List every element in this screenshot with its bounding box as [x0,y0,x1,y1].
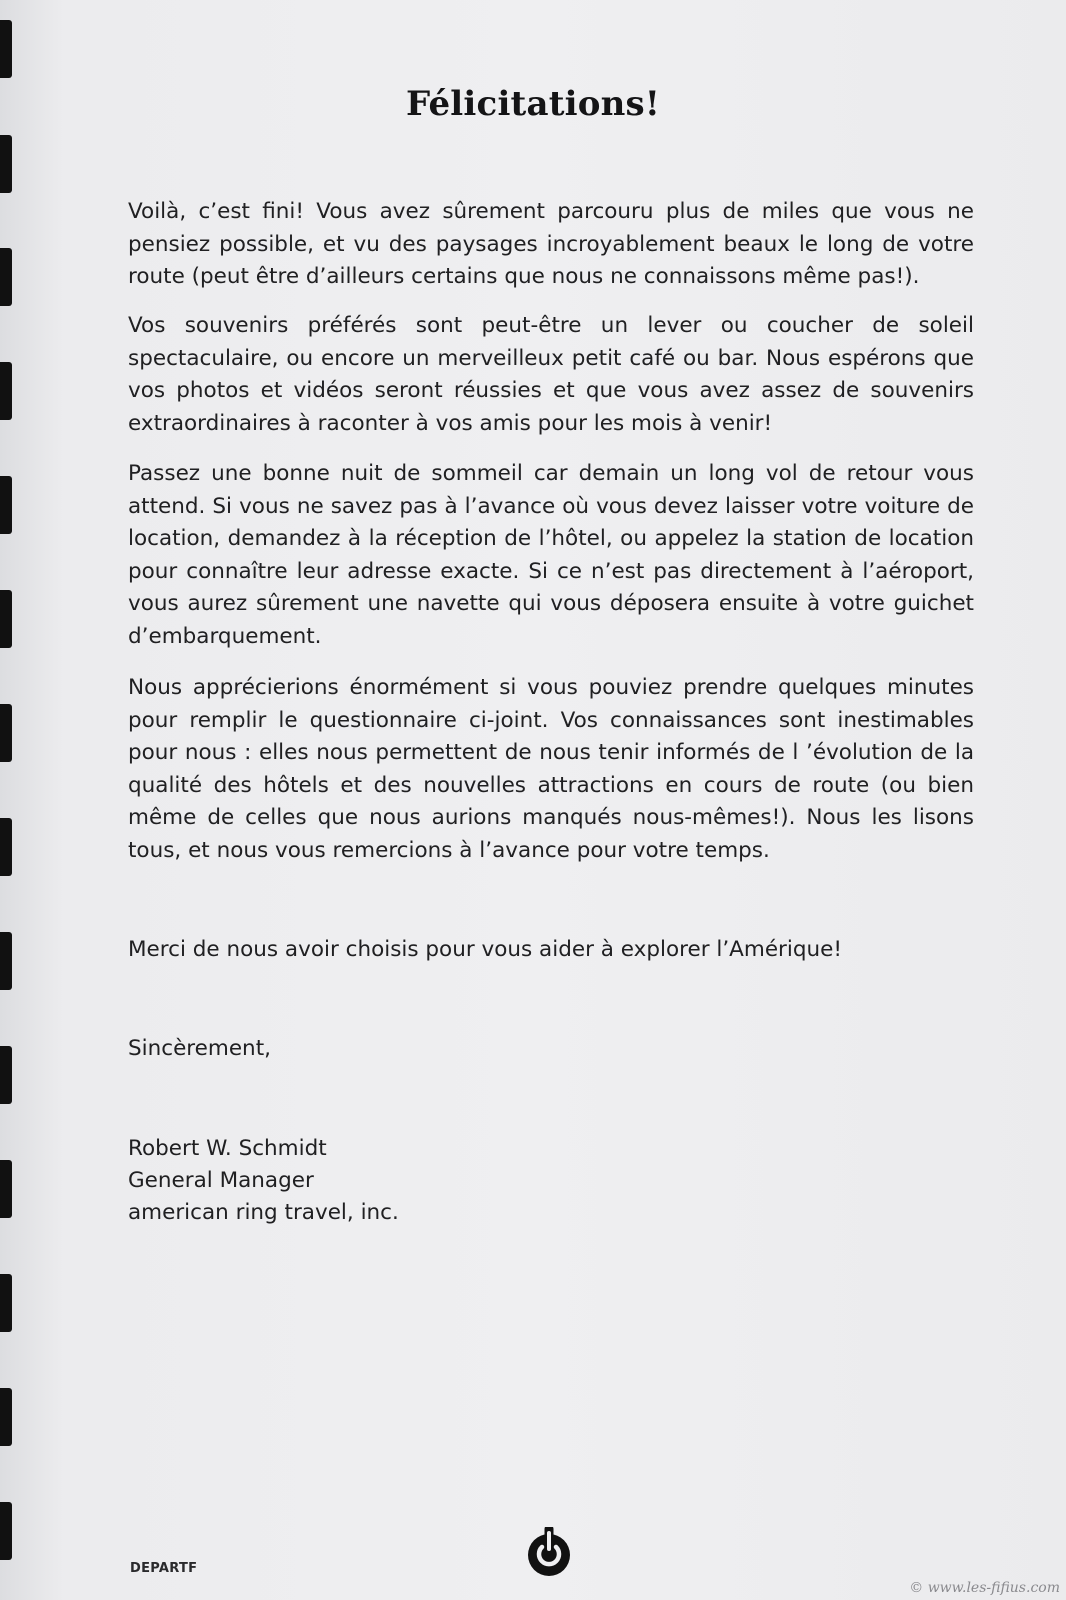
binding-ring [0,1388,12,1446]
page-title: Félicitations! [406,84,660,124]
signature-block [128,1133,399,1229]
binding-ring [0,704,12,762]
signatory-company: american ring travel, inc. [128,1200,399,1225]
binding-ring [0,932,12,990]
paragraph: Vos souvenirs préférés sont peut-être un lever ou coucher de soleil spectaculaire, ou encore un merveilleux petit café ou bar. Nous espérons que vos photos et vidéos seront réussies et que vous avez assez de souvenirs extraordinaires à raconter à vos amis pour les mois à venir! [128,313,974,436]
closing-salutation: Sincèrement, [128,1036,271,1061]
binding-ring [0,1046,12,1104]
footer-label: DEPARTF [130,1561,198,1576]
spiral-binding [0,0,22,1600]
watermark: © www.les-fifius.com [909,1580,1060,1596]
binding-ring [0,20,12,78]
signatory-role: General Manager [128,1168,314,1193]
binding-ring [0,362,12,420]
binding-ring [0,1274,12,1332]
binding-ring [0,1160,12,1218]
binding-ring [0,476,12,534]
binding-ring [0,590,12,648]
thanks-line: Merci de nous avoir choisis pour vous aider à explorer l’Amérique! [128,937,842,962]
paragraph: Passez une bonne nuit de sommeil car demain un long vol de retour vous attend. Si vous ne savez pas à l’avance où vous devez laisser votre voiture de location, demandez à la réception de l’hôtel, ou appelez la station de location pour connaître leur adresse exacte. Si ce n’est pas directement à l’aéroport, vous aurez sûrement une navette qui vous déposera ensuite à votre guichet d’embarquement. [128,461,974,649]
paragraph: Nous apprécierions énormément si vous pouviez prendre quelques minutes pour remplir le questionnaire ci-joint. Vos connaissances sont inestimables pour nous : elles nous permettent de nous tenir informés de l ’évolution de la qualité des hôtels et des nouvelles attractions en cours de route (ou bien même de celles que nous aurions manqués nous-mêmes!). Nous les lisons tous, et nous vous remercions à l’avance pour votre temps. [128,675,974,863]
binding-ring [0,1502,12,1560]
binding-ring [0,248,12,306]
binding-ring [0,818,12,876]
signatory-name: Robert W. Schmidt [128,1136,327,1161]
power-icon [527,1527,571,1577]
binding-ring [0,135,12,193]
paragraph: Voilà, c’est fini! Vous avez sûrement parcouru plus de miles que vous ne pensiez possible, et vu des paysages incroyablement beaux le long de votre route (peut être d’ailleurs certains que nous ne connaissons même pas!). [128,199,974,289]
